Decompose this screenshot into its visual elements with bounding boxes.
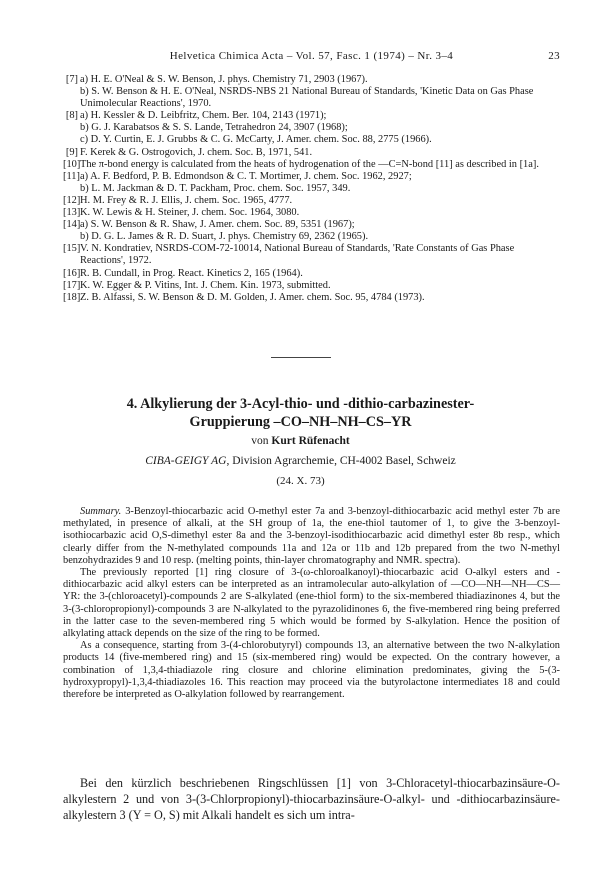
reference-entry xyxy=(63,86,560,110)
reference-number xyxy=(63,86,80,110)
reference-text: The π-bond energy is calculated from the heats of hydrogenation of the —C=N-bond [11] as described in [1a]. xyxy=(80,158,539,170)
reference-entry xyxy=(63,195,560,207)
affiliation-org: CIBA-GEIGY AG xyxy=(145,455,227,467)
reference-entry xyxy=(63,280,560,292)
received-date: (24. X. 73) xyxy=(276,475,325,487)
reference-number: [7] xyxy=(65,74,78,85)
reference-number: [16] xyxy=(63,267,81,279)
reference-number: [10] xyxy=(63,158,81,170)
summary-text-1: 3-Benzoyl-thiocarbazic acid O-methyl ester 7a and 3-benzoyl-dithiocarbazic acid methyl ester 7b are methylated, in presence of alkali, at the SH group of 1a, the ene-thiol tautomer of 1, to give the 3-benzoyl-isothiocarbazic acid O,S-dimethyl ester 8a and the 3-benzoyl-isodithiocarbazic acid dimethyl ester 8b resp., which clearly differ from the N-methylated compounds 11a and 12a or 11b and 12b prepared from the two N-methyl benzohydrazides 9 and 10 resp. (melting points, thin-layer chromatography and NMR. spectra). xyxy=(63,506,560,566)
affiliation-detail: , Division Agrarchemie, CH-4002 Basel, Schweiz xyxy=(226,455,456,467)
reference-entry xyxy=(63,147,560,159)
reference-number: [12] xyxy=(63,194,81,206)
reference-entry xyxy=(63,268,560,280)
reference-text: b) G. J. Karabatsos & S. S. Lande, Tetrahedron 24, 3907 (1968); xyxy=(80,122,348,134)
reference-number: [11] xyxy=(63,170,80,182)
reference-text: F. Kerek & G. Ostrogovich, J. chem. Soc. B, 1971, 541. xyxy=(80,146,313,158)
reference-entry xyxy=(63,243,560,267)
article-title xyxy=(63,395,538,431)
reference-number: [14] xyxy=(63,219,81,231)
reference-entry xyxy=(63,183,560,195)
reference-text: a) H. Kessler & D. Leibfritz, Chem. Ber. 104, 2143 (1971); xyxy=(80,110,327,122)
reference-entry xyxy=(63,74,560,86)
reference-entry xyxy=(63,219,560,231)
reference-text: a) S. W. Benson & R. Shaw, J. Amer. chem. Soc. 89, 5351 (1967); xyxy=(80,219,355,231)
reference-text: H. M. Frey & R. J. Ellis, J. chem. Soc. 1965, 4777. xyxy=(80,194,293,206)
reference-entry xyxy=(63,231,560,243)
page-number: 23 xyxy=(548,50,560,62)
reference-text: Z. B. Alfassi, S. W. Benson & D. M. Golden, J. Amer. chem. Soc. 95, 4784 (1973). xyxy=(80,291,425,303)
reference-text: b) L. M. Jackman & D. T. Packham, Proc. chem. Soc. 1957, 349. xyxy=(80,182,351,194)
reference-text: b) S. W. Benson & H. E. O'Neal, NSRDS-NBS 21 National Bureau of Standards, 'Kinetic Data on Gas Phase Unimolecular Reactions', 1970. xyxy=(80,86,534,110)
section-divider xyxy=(271,357,331,358)
author-line xyxy=(63,435,538,447)
reference-number: [9] xyxy=(65,146,78,158)
reference-entry xyxy=(63,110,560,122)
reference-text: V. N. Kondratiev, NSRDS-COM-72-10014, National Bureau of Standards, 'Rate Constants of Gas Phase Reactions', 1972. xyxy=(80,243,515,267)
reference-entry xyxy=(63,207,560,219)
summary-paragraph-1 xyxy=(63,506,560,567)
reference-text: b) D. G. L. James & R. D. Suart, J. phys. Chemistry 69, 2362 (1965). xyxy=(80,231,369,243)
article-title-line-2: Gruppierung –CO–NH–NH–CS–YR xyxy=(189,414,412,430)
reference-number xyxy=(63,122,80,134)
affiliation xyxy=(63,455,538,467)
summary-label: Summary. xyxy=(80,506,122,517)
reference-text: K. W. Lewis & H. Steiner, J. chem. Soc. 1964, 3080. xyxy=(80,207,300,219)
reference-number xyxy=(63,183,80,195)
reference-entry xyxy=(63,171,560,183)
article-title-line-1: 4. Alkylierung der 3-Acyl-thio- und -dithio-carbazinester- xyxy=(126,396,475,412)
summary-paragraph-3: As a consequence, starting from 3-(4-chlorobutyryl) compounds 13, an alternative between the two N-alkylation products 14 (five-membered ring) and 15 (six-membered ring) would be expected. On the contrary however, a combination of 1,3,4-thiadiazole ring closure and chlorine elimination predominates, giving the 5-(3-hydroxypropyl)-1,3,4-thiadiazoles 16. This reaction may proceed via the butyrolactone intermediates 18 and could therefore be interpreted as O-alkylation followed by rearrangement. xyxy=(63,640,560,701)
reference-entry xyxy=(63,134,560,146)
reference-entry xyxy=(63,122,560,134)
reference-text: a) H. E. O'Neal & S. W. Benson, J. phys. Chemistry 71, 2903 (1967). xyxy=(80,74,368,85)
summary-paragraph-2: The previously reported [1] ring closure of 3-(ω-chloroalkanoyl)-thiocarbazic acid O-alkyl esters and -dithiocarbazic acid alkyl esters can be interpreted as an intramolecular auto-alkylation of —CO—NH—NH—CS—YR: the 3-(chloroacetyl)-compounds 2 are S-alkylated (ene-thiol form) to the six-membered thiadiazinones 4, but the 3-(3-chloropropionyl)-compounds 3 are N-alkylated to the pyrazolidinones 6, the five-membered ring being preferred in the latter case to the seven-membered ring 5 which would be formed by S-alkylation. Hence the position of alkylating attack depends on the size of the ring to be formed. xyxy=(63,567,560,640)
reference-number xyxy=(63,134,80,146)
reference-number: [17] xyxy=(63,279,81,291)
reference-entry xyxy=(63,159,560,171)
running-header xyxy=(63,50,560,66)
author-prefix: von xyxy=(251,435,269,447)
body-text xyxy=(63,775,560,823)
body-paragraph: Bei den kürzlich beschriebenen Ringschlüssen [1] von 3-Chloracetyl-thiocarbazinsäure-O-alkylestern 2 und von 3-(3-Chlorpropionyl)-thiocarbazinsäure-O-alkyl- und -dithiocarbazinsäure-alkylestern 3 (Y = O, S) mit Alkali handelt es sich um intra- xyxy=(63,776,560,822)
reference-text: c) D. Y. Curtin, E. J. Grubbs & C. G. McCarty, J. Amer. chem. Soc. 88, 2775 (1966). xyxy=(80,134,432,146)
journal-title: Helvetica Chimica Acta – Vol. 57, Fasc. 1 (1974) – Nr. 3–4 xyxy=(169,50,454,62)
reference-number: [18] xyxy=(63,291,81,303)
reference-text: K. W. Egger & P. Vitins, Int. J. Chem. Kin. 1973, submitted. xyxy=(80,279,331,291)
summary xyxy=(63,506,560,701)
reference-number: [13] xyxy=(63,207,81,219)
reference-number: [8] xyxy=(65,110,78,122)
reference-text: a) A. F. Bedford, P. B. Edmondson & C. T. Mortimer, J. chem. Soc. 1962, 2927; xyxy=(80,170,412,182)
reference-number xyxy=(63,231,80,243)
author-name: Kurt Rüfenacht xyxy=(271,435,350,447)
reference-list xyxy=(63,74,560,304)
reference-text: R. B. Cundall, in Prog. React. Kinetics 2, 165 (1964). xyxy=(80,267,303,279)
reference-entry xyxy=(63,292,560,304)
reference-number: [15] xyxy=(63,243,81,255)
